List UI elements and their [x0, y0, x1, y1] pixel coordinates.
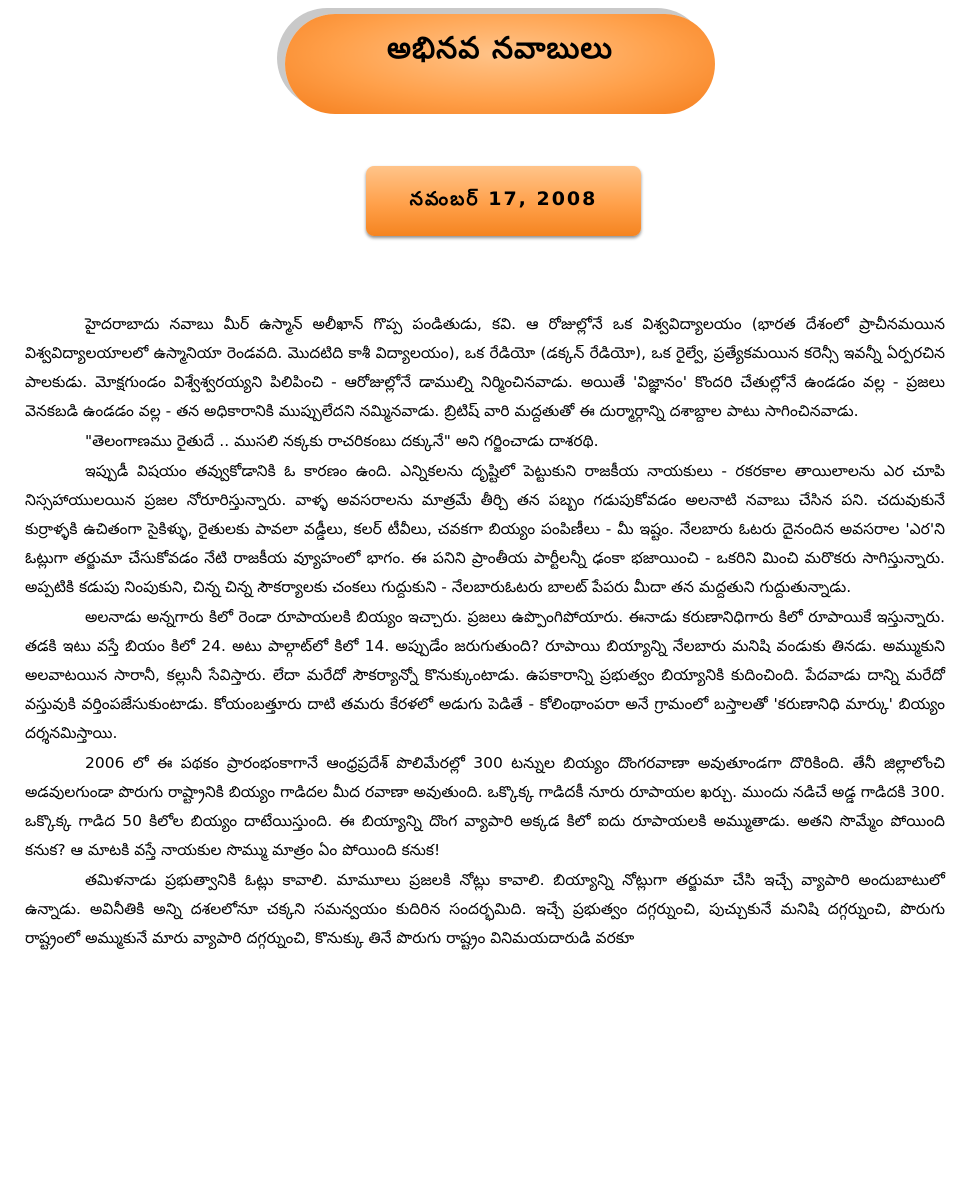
date-banner — [366, 166, 641, 236]
article-title-banner — [285, 14, 715, 114]
paragraph: ఇప్పుడీ విషయం తవ్వుకోడానికి ఓ కారణం ఉంది. ఎన్నికలను దృష్టిలో పెట్టుకుని రాజకీయ నాయకులు - రకరకాల తాయిలాలను ఎర చూపి నిస్సహాయులయిన ప్రజల నోరూరిస్తున్నారు. వాళ్ళ అవసరాలను మాత్రమే తీర్చి తన పబ్బం గడుపుకోవడం అలనాటి నవాబు చేసిన పని. చదువుకునే కుర్రాళ్ళకి ఉచితంగా సైకిళ్ళు, రైతులకు పావలా వడ్డీలు, కలర్ టీవీలు, చవకగా బియ్యం పంపిణీలు - మీ ఇష్టం. నేలబారు ఓటరు దైనందిన అవసరాల 'ఎర'ని ఓట్లుగా తర్జుమా చేసుకోవడం నేటి రాజకీయ వ్యూహంలో భాగం. ఈ పనిని ప్రాంతీయ పార్టీలన్నీ ఢంకా భజాయించి - ఒకరిని మించి మరొకరు సాగిస్తున్నారు. అప్పటికి కడుపు నింపుకుని, చిన్న చిన్న సౌకర్యాలకు చంకలు గుద్దుకుని - నేలబారుఓటరు బాలట్ పేపరు మీదా తన మద్దతుని గుద్దుతున్నాడు. — [25, 462, 945, 596]
article-title: అభినవ నవాబులు — [387, 31, 613, 66]
article-date: నవంబర్ 17, 2008 — [409, 187, 598, 210]
paragraph: తమిళనాడు ప్రభుత్వానికి ఓట్లు కావాలి. మామూలు ప్రజలకి నోట్లు కావాలి. బియ్యాన్ని నోట్లుగా తర్జుమా చేసి ఇచ్చే వ్యాపారి అందుబాటులో ఉన్నాడు. అవినీతికి అన్ని దశలలోనూ చక్కని సమన్వయం కుదిరిన సందర్భమిది. ఇచ్చే ప్రభుత్వం దగ్గర్నుంచి, పుచ్చుకునే మనిషి దగ్గర్నుంచి, పొరుగు రాష్ట్రంలో అమ్ముకునే మారు వ్యాపారి దగ్గర్నుంచి, కొనుక్కు తినే పొరుగు రాష్ట్రం వినిమయదారుడి వరకూ — [25, 871, 945, 947]
paragraph: "తెలంగాణము రైతుదే .. ముసలి నక్కకు రాచరికంబు దక్కునే" అని గర్జించాడు దాశరథి. — [85, 432, 599, 450]
article-body — [25, 310, 945, 954]
paragraph: 2006 లో ఈ పథకం ప్రారంభంకాగానే ఆంధ్రప్రదేశ్ పొలిమేరల్లో 300 టన్నుల బియ్యం దొంగరవాణా అవుతూండగా దొరికింది. తేనీ జిల్లాలోంచి అడవులగుండా పొరుగు రాష్ట్రానికి బియ్యం గాడిదల మీద రవాణా అవుతుంది. ఒక్కొక్క గాడిదకీ నూరు రూపాయల ఖర్చు. ముందు నడిచే అడ్డ గాడిదకి 300. ఒక్కొక్క గాడిద 50 కిలోల బియ్యం దాటేయిస్తుంది. ఈ బియ్యాన్ని దొంగ వ్యాపారి అక్కడ కిలో ఐదు రూపాయలకి అమ్ముతాడు. అతని సొమ్మేం పోయింది కనుక? ఆ మాటకి వస్తే నాయకుల సొమ్ము మాత్రం ఏం పోయింది కనుక! — [25, 754, 945, 859]
paragraph: అలనాడు అన్నగారు కిలో రెండా రూపాయలకి బియ్యం ఇచ్చారు. ప్రజలు ఉప్పొంగిపోయారు. ఈనాడు కరుణానిధిగారు కిలో రూపాయికే ఇస్తున్నారు. తడకి ఇటు వస్తే బియం కిలో 24. అటు పాల్గాట్‌లో కిలో 14. అప్పుడేం జరుగుతుంది? రూపాయి బియ్యాన్ని నేలబారు మనిషి వండుకు తినడు. అమ్ముకుని అలవాటయిన సారానీ, కల్లునీ సేవిస్తారు. లేదా మరేదో సౌకర్యాన్నో కొనుక్కుంటాడు. ఉపకారాన్ని ప్రభుత్వం బియ్యానికి కుదించింది. పేదవాడు దాన్ని మరేదో వస్తువుకి వర్తింపజేసుకుంటాడు. కోయంబత్తూరు దాటి తమరు కేరళలో అడుగు పెడితే - కోలింథాంపరా అనే గ్రామంలో బస్తాలతో 'కరుణానిధి మార్కు' బియ్యం దర్శనమిస్తాయి. — [25, 608, 945, 742]
paragraph: హైదరాబాదు నవాబు మీర్ ఉస్మాన్ అలీఖాన్ గొప్ప పండితుడు, కవి. ఆ రోజుల్లోనే ఒక విశ్వవిద్యాలయం (భారత దేశంలో ప్రాచీనమయిన విశ్వవిద్యాలయాలలో ఉస్మానియా రెండవది. మొదటిది కాశీ విద్యాలయం), ఒక రేడియో (డక్కన్ రేడియో), ఒక రైల్వే, ప్రత్యేకమయిన కరెన్సీ ఇవన్నీ ఏర్పరచిన పాలకుడు. మోక్షగుండం విశ్వేశ్వరయ్యని పిలిపించి - ఆరోజుల్లోనే డాముల్ని నిర్మించినవాడు. అయితే 'విజ్ఞానం' కొందరి చేతుల్లోనే ఉండడం వల్ల - ప్రజలు వెనకబడి ఉండడం వల్ల - తన అధికారానికి ముప్పులేదని నమ్మినవాడు. బ్రిటిష్ వారి మద్దతుతో ఈ దుర్మార్గాన్ని దశాబ్దాల పాటు సాగించినవాడు. — [25, 315, 945, 420]
